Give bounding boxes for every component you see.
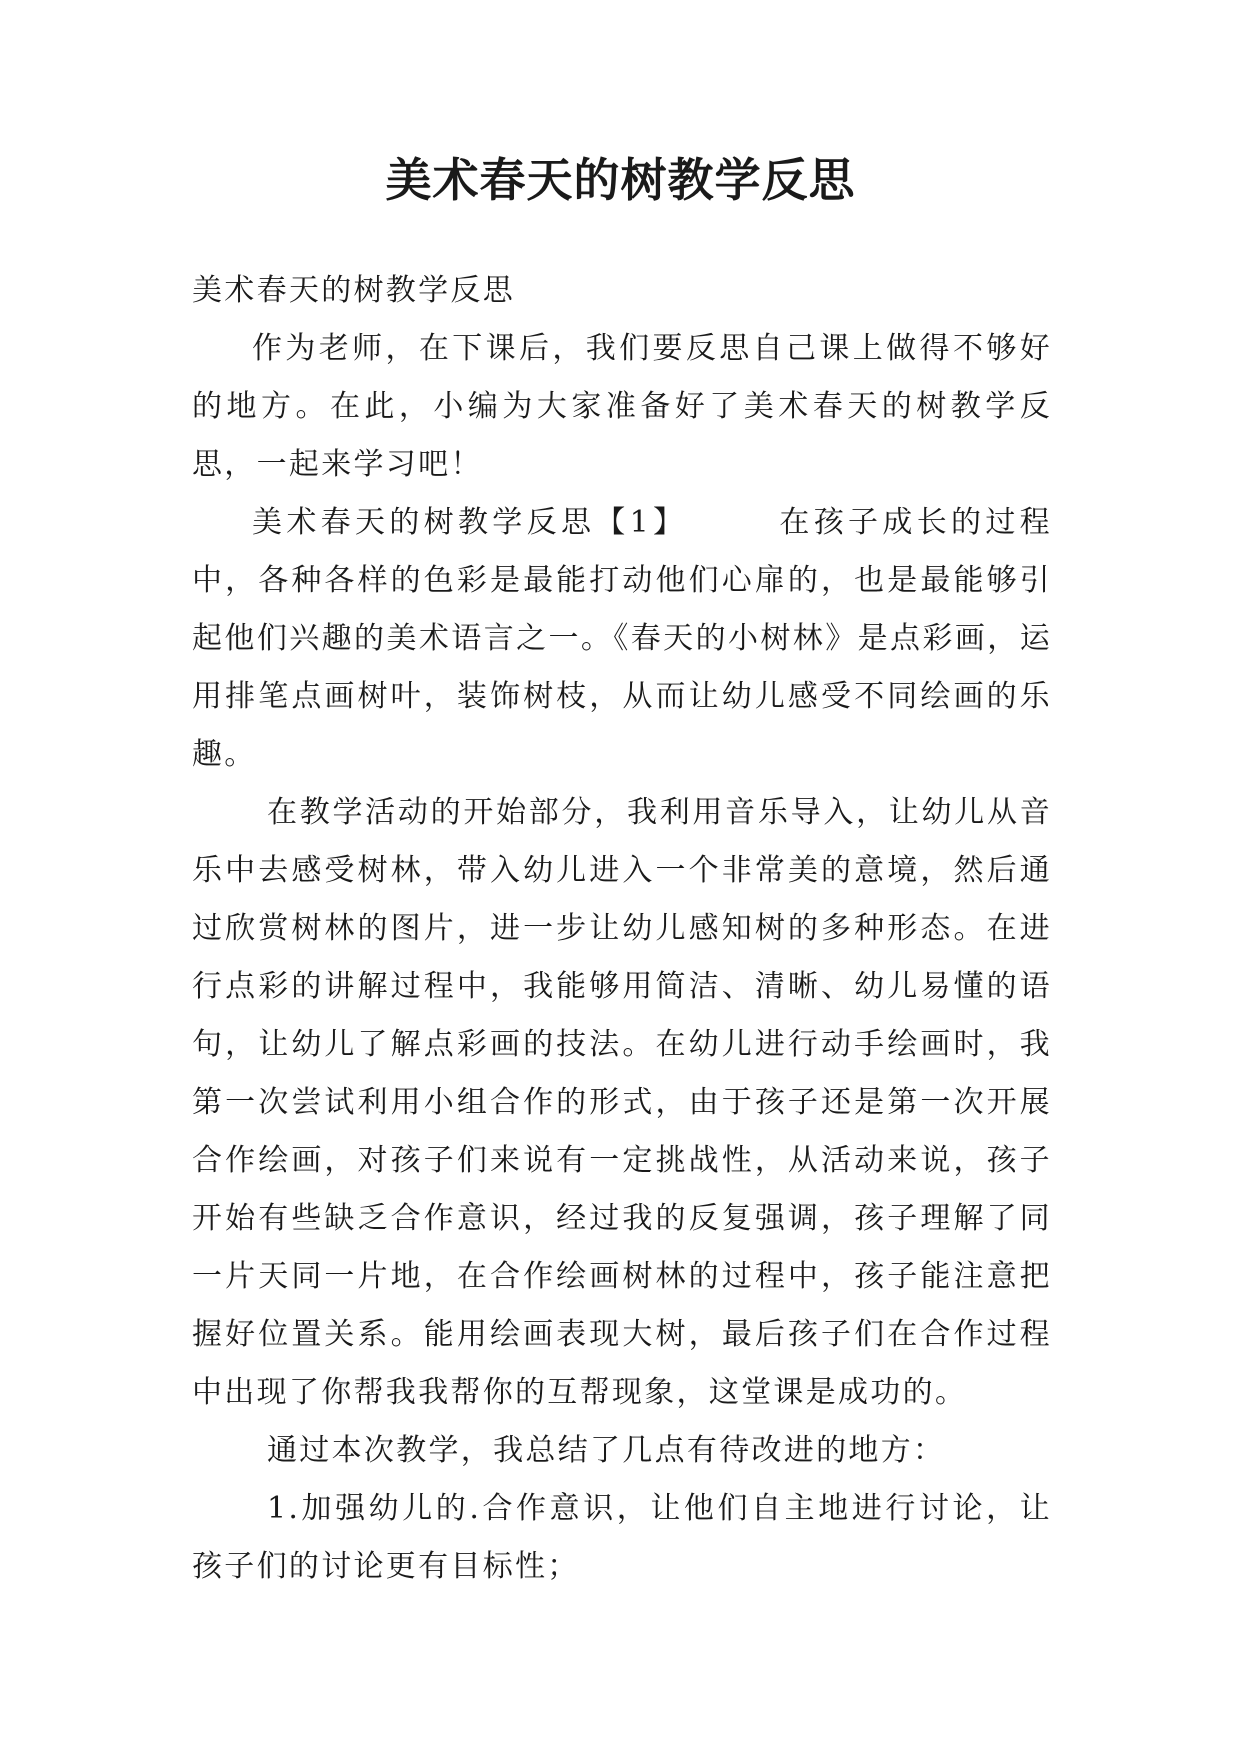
- section-1-lead: 在孩子成长的过程中，各种各样的色彩是最能打动他们心扉的，也是最能够引起他们兴趣的美术语言之一。《春天的小树林》是点彩画，运用排笔点画树叶，装饰树枝，从而让幼儿感受不同绘画的乐趣。: [192, 505, 1052, 772]
- list-item-1: 1.加强幼儿的.合作意识，让他们自主地进行讨论，让孩子们的讨论更有目标性；: [192, 1491, 1052, 1584]
- subtitle-line: 美术春天的树教学反思: [192, 273, 515, 308]
- document-body: [192, 262, 1052, 1596]
- document-title: 美术春天的树教学反思: [385, 153, 856, 207]
- paragraph-3: 通过本次教学，我总结了几点有待改进的地方：: [267, 1433, 946, 1468]
- intro-paragraph: 作为老师，在下课后，我们要反思自己课上做得不够好的地方。在此，小编为大家准备好了美术春天的树教学反思，一起来学习吧！: [192, 331, 1052, 482]
- paragraph-2: 在教学活动的开始部分，我利用音乐导入，让幼儿从音乐中去感受树林，带入幼儿进入一个非常美的意境，然后通过欣赏树林的图片，进一步让幼儿感知树的多种形态。在进行点彩的讲解过程中，我能够用简洁、清晰、幼儿易懂的语句，让幼儿了解点彩画的技法。在幼儿进行动手绘画时，我第一次尝试利用小组合作的形式，由于孩子还是第一次开展合作绘画，对孩子们来说有一定挑战性，从活动来说，孩子开始有些缺乏合作意识，经过我的反复强调，孩子理解了同一片天同一片地，在合作绘画树林的过程中，孩子能注意把握好位置关系。能用绘画表现大树，最后孩子们在合作过程中出现了你帮我我帮你的互帮现象，这堂课是成功的。: [192, 795, 1052, 1410]
- section-1-heading: 美术春天的树教学反思【1】: [252, 505, 688, 540]
- section-1-paragraph: [192, 494, 1052, 784]
